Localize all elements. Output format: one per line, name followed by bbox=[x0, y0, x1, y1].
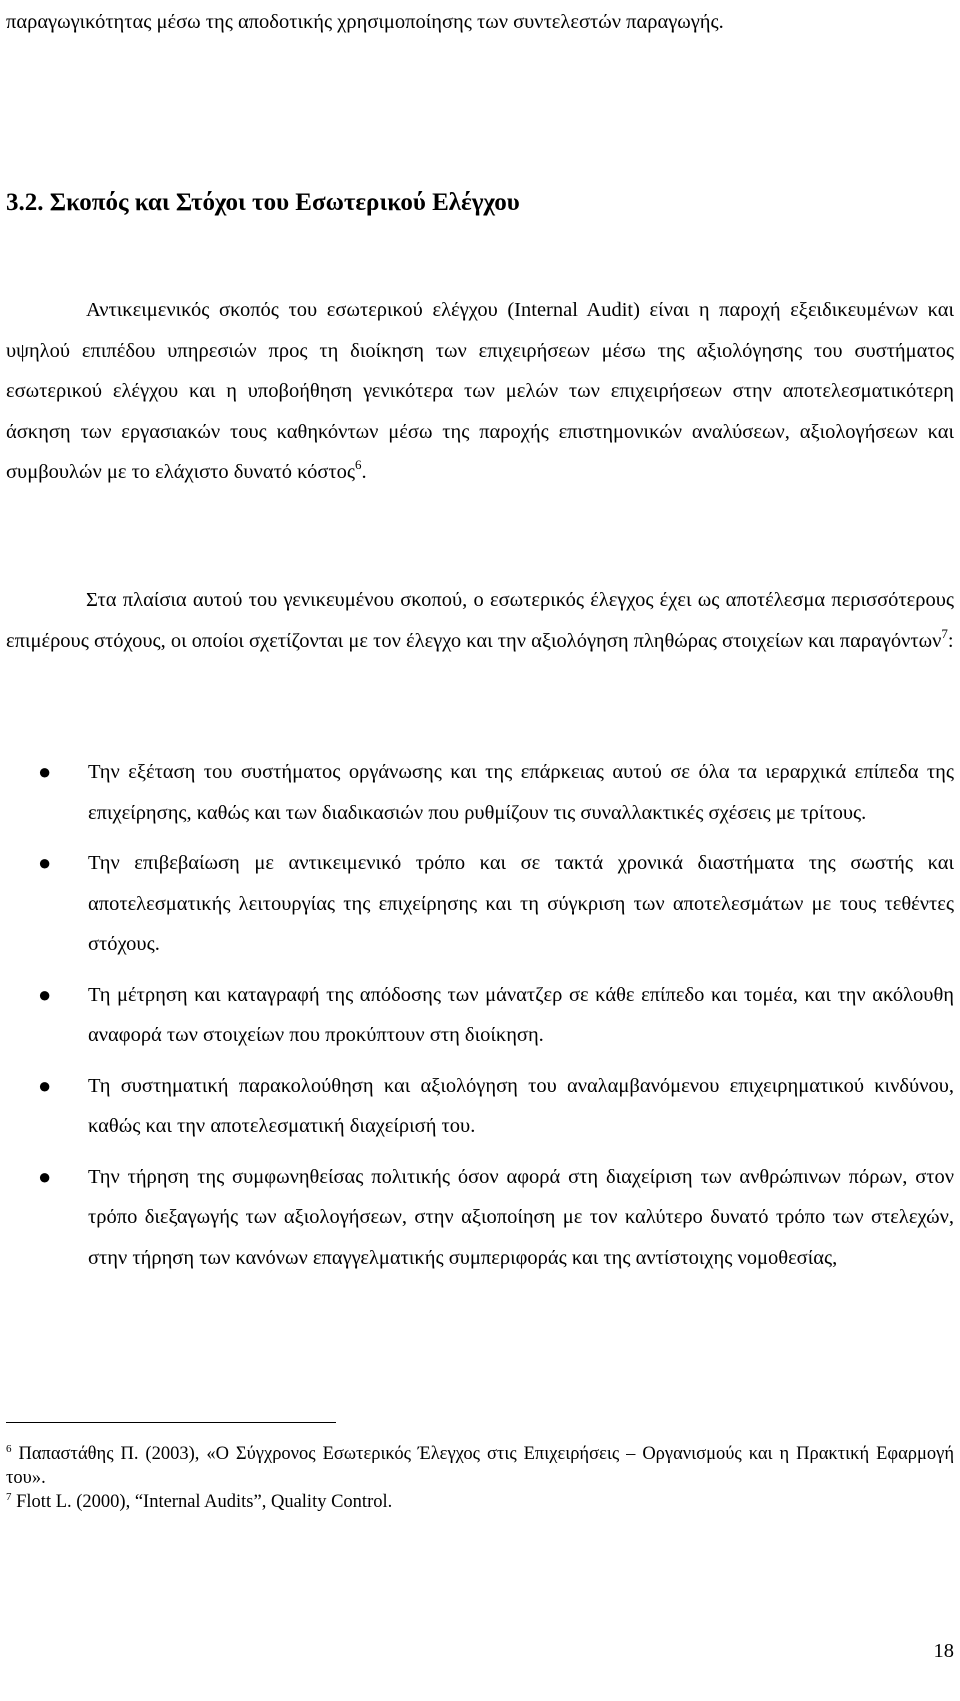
list-item-text: Την τήρηση της συμφωνηθείσας πολιτικής όσον αφορά στη διαχείριση των ανθρώπινων πόρων, στον τρόπο διεξαγωγής των αξιολογήσεων, στην αξιοποίηση με τον καλύτερο δυνατό τρόπο των στελεχών, στην τήρηση των κανόνων επαγγελματικής συμπεριφοράς και της αντίστοιχης νομοθεσίας, bbox=[88, 1165, 954, 1269]
objectives-list bbox=[6, 752, 954, 1288]
paragraph-1-end: . bbox=[361, 461, 367, 483]
footnote-ref-7[interactable]: 7 bbox=[941, 625, 948, 641]
intro-continuation-text: παραγωγικότητας μέσω της αποδοτικής χρησιμοποίησης των συντελεστών παραγωγής. bbox=[6, 11, 724, 33]
footnote-number: 6 bbox=[6, 1443, 12, 1455]
list-item bbox=[6, 975, 954, 1056]
paragraph-1-text: Αντικειμενικός σκοπός του εσωτερικού ελέγχου (Internal Audit) είναι η παροχή εξειδικευμένων και υψηλού επιπέδου υπηρεσιών προς τη διοίκηση των επιχειρήσεων μέσω της αξιολόγησης του συστήματος εσωτερικού ελέγχου και η υποβοήθηση γενικότερα των μελών των επιχειρήσεων στην αποτελεσματικότερη άσκηση των εργασιακών τους καθηκόντων μέσω της παροχής επιστημονικών αναλύσεων, αξιολογήσεων και συμβουλών με το ελάχιστο δυνατό κόστος bbox=[6, 299, 954, 483]
bullet-icon: ● bbox=[38, 759, 52, 784]
list-item-text: Την εξέταση του συστήματος οργάνωσης και της επάρκειας αυτού σε όλα τα ιεραρχικά επίπεδα της επιχείρησης, καθώς και των διαδικασιών που ρυθμίζουν τις συναλλακτικές σχέσεις με τρίτους. bbox=[88, 761, 954, 824]
paragraph-2-text: Στα πλαίσια αυτού του γενικευμένου σκοπού, ο εσωτερικός έλεγχος έχει ως αποτέλεσμα περισσότερους επιμέρους στόχους, οι οποίοι σχετίζονται με τον έλεγχο και την αξιολόγηση πληθώρας στοιχείων και παραγόντων bbox=[6, 589, 954, 652]
footnote-6 bbox=[6, 1442, 954, 1490]
paragraph-2-end: : bbox=[947, 629, 954, 652]
footnote-separator bbox=[6, 1422, 336, 1423]
paragraph-1 bbox=[6, 290, 954, 493]
page-number: 18 bbox=[933, 1640, 954, 1662]
section-heading: 3.2. Σκοπός και Στόχοι του Εσωτερικού Ελέγχου bbox=[6, 189, 520, 216]
list-item-text: Τη συστηματική παρακολούθηση και αξιολόγηση του αναλαμβανόμενου επιχειρηματικού κινδύνου, καθώς και την αποτελεσματική διαχείρισή του. bbox=[88, 1074, 954, 1137]
footnote-text: Flott L. (2000), “Internal Audits”, Quality Control. bbox=[16, 1492, 393, 1512]
bullet-icon: ● bbox=[38, 850, 52, 875]
footnote-7 bbox=[6, 1490, 954, 1514]
list-item-text: Τη μέτρηση και καταγραφή της απόδοσης των μάνατζερ σε κάθε επίπεδο και τομέα, και την ακόλουθη αναφορά των στοιχείων που προκύπτουν στη διοίκηση. bbox=[88, 983, 954, 1046]
footnote-ref-6[interactable]: 6 bbox=[354, 457, 362, 472]
footnotes bbox=[6, 1442, 954, 1514]
bullet-icon: ● bbox=[38, 1072, 52, 1098]
paragraph-2 bbox=[6, 580, 954, 661]
list-item bbox=[6, 843, 954, 965]
list-item-text: Την επιβεβαίωση με αντικειμενικό τρόπο και σε τακτά χρονικά διαστήματα της σωστής και αποτελεσματικής λειτουργίας της επιχείρησης και τη σύγκριση των αποτελεσμάτων με τους τεθέντες στόχους. bbox=[88, 852, 954, 955]
footnote-text: Παπαστάθης Π. (2003), «Ο Σύγχρονος Εσωτερικός Έλεγχος στις Επιχειρήσεις – Οργανισμούς και η Πρακτική Εφαρμογή του». bbox=[6, 1444, 955, 1488]
list-item bbox=[6, 1157, 954, 1279]
intro-continuation bbox=[6, 2, 954, 43]
bullet-icon: ● bbox=[38, 981, 52, 1007]
bullet-icon: ● bbox=[38, 1163, 52, 1189]
list-item bbox=[6, 1066, 954, 1147]
list-item bbox=[6, 752, 954, 833]
footnote-number: 7 bbox=[6, 1491, 12, 1503]
